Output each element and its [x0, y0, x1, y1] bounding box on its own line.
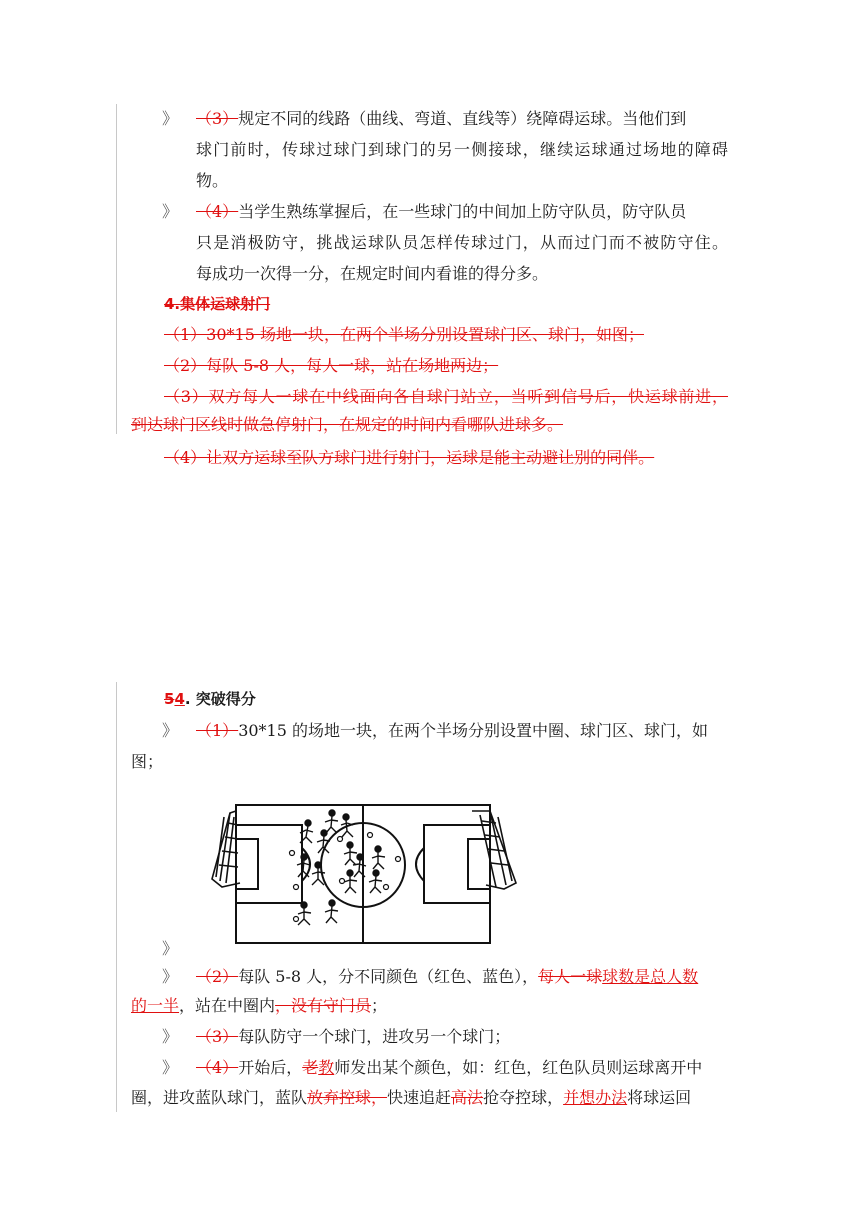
- player-figure: [369, 870, 382, 893]
- section4-line3b: 到达球门区线时做急停射门，在规定的时间内看哪队进球多。: [131, 415, 564, 434]
- player-figure: [344, 870, 357, 893]
- bullet-mark: 》: [162, 967, 179, 986]
- margin-line-top: [116, 104, 117, 434]
- s3-item3-line3: 物。: [196, 171, 229, 190]
- bullet-mark: 》: [162, 1058, 179, 1077]
- bullet-mark: 》: [162, 721, 179, 740]
- bullet-mark: 》: [162, 109, 179, 128]
- section4-line3a: （3）双方每人一球在中线面向各自球门站立，当听到信号后，快运球前进，: [164, 387, 728, 406]
- soccer-field-diagram: [200, 795, 525, 947]
- player-figure: [298, 902, 311, 925]
- player-figure: [325, 900, 338, 923]
- s5-item1-line2: 图；: [131, 752, 164, 771]
- s3-item4-line2: 只是消极防守，挑战运球队员怎样传球过门，从而过门而不被防守住。: [196, 233, 728, 252]
- section4-line1: （1）30*15 场地一块，在两个半场分别设置球门区、球门，如图；: [164, 325, 644, 344]
- margin-line-bottom: [116, 682, 117, 1112]
- bullet-mark: 》: [162, 939, 179, 958]
- s3-item4-line3: 每成功一次得一分，在规定时间内看谁的得分多。: [196, 264, 549, 283]
- s5-item4-line1: （4）开始后，老教师发出某个颜色，如：红色，红色队员则运球离开中: [196, 1058, 703, 1077]
- player-figure: [312, 862, 325, 885]
- section5-title: 54. 突破得分: [164, 690, 256, 708]
- s5-item4-line2: 圈，进攻蓝队球门，蓝队放弃控球，快速追赶高法抢夺控球，并想办法将球运回: [131, 1088, 692, 1107]
- player-figure: [353, 854, 366, 877]
- s3-item3-line1: （3）规定不同的线路（曲线、弯道、直线等）绕障碍运球。当他们到: [196, 109, 687, 128]
- bullet-mark: 》: [162, 202, 179, 221]
- section4-line2: （2）每队 5-8 人，每人一球，站在场地两边；: [164, 356, 499, 375]
- section4-line4: （4）让双方运球至队方球门进行射门，运球是能主动避让别的同伴。: [164, 448, 655, 467]
- right-goal-net: [472, 811, 516, 889]
- player-figure: [372, 846, 385, 869]
- s5-item3-line1: （3）每队防守一个球门，进攻另一个球门；: [196, 1027, 511, 1046]
- s5-item2-line2: 的一半，站在中圈内，没有守门员；: [131, 996, 388, 1015]
- s5-item2-line1: （2）每队 5-8 人，分不同颜色（红色、蓝色），每人一球球数是总人数: [196, 967, 699, 986]
- s5-item1-line1: （1）30*15 的场地一块，在两个半场分别设置中圈、球门区、球门，如: [196, 721, 708, 740]
- player-figure: [344, 842, 357, 865]
- right-penalty-area: [416, 825, 490, 903]
- section4-title: 4.集体运球射门: [164, 295, 271, 313]
- s3-item3-line2: 球门前时，传球过球门到球门的另一侧接球，继续运球通过场地的障碍: [196, 140, 728, 159]
- bullet-mark: 》: [162, 1027, 179, 1046]
- player-figure: [325, 810, 338, 833]
- s3-item4-line1: （4）当学生熟练掌握后，在一些球门的中间加上防守队员，防守队员: [196, 202, 687, 221]
